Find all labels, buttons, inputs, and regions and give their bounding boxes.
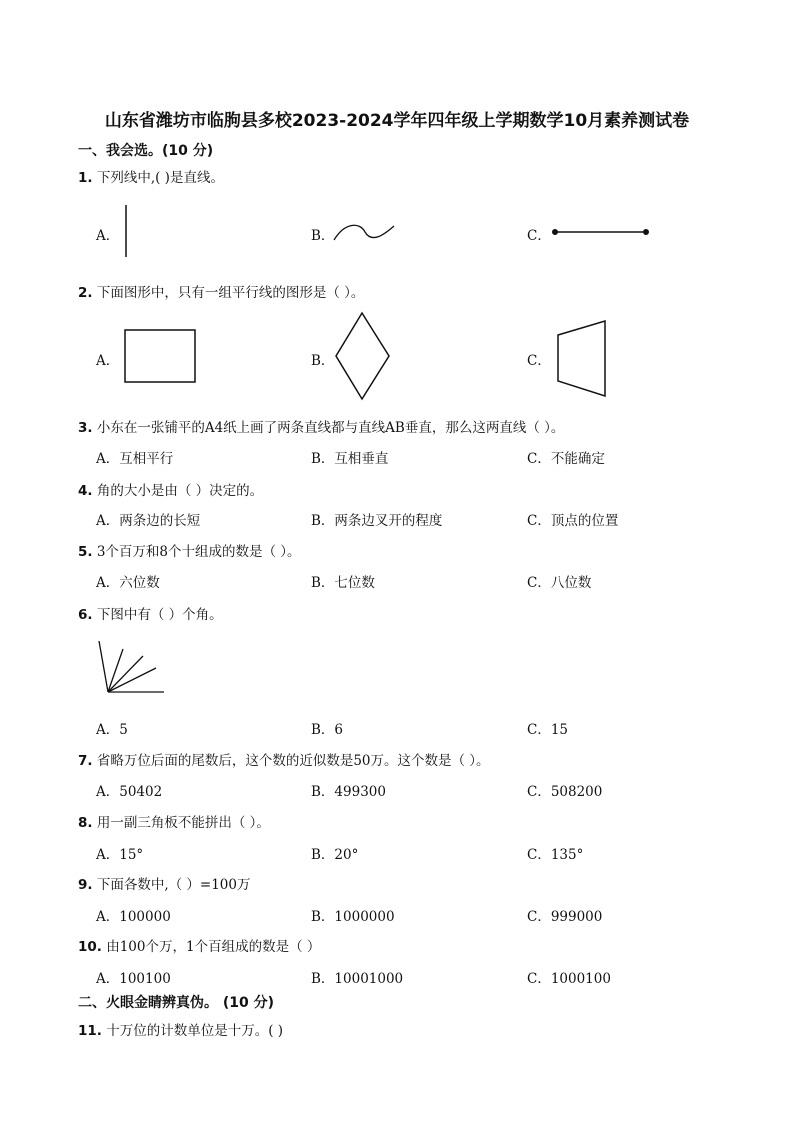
q2-option-c[interactable]: C．	[527, 353, 551, 369]
q2-option-a[interactable]: A．	[96, 353, 120, 369]
question-number: 4.	[78, 483, 93, 499]
q1-option-b[interactable]: B．	[311, 228, 335, 244]
question-number: 9.	[78, 877, 93, 893]
question-10	[78, 935, 320, 955]
q8-option-b[interactable]: B．20°	[311, 847, 359, 863]
q1-option-a[interactable]: A．	[96, 228, 120, 244]
question-number: 6.	[78, 607, 93, 623]
question-text: 小东在一张铺平的A4纸上画了两条直线都与直线AB垂直，那么这两直线（ ）。	[96, 420, 565, 436]
q2-option-b[interactable]: B．	[311, 353, 335, 369]
q5-option-a[interactable]: A．六位数	[96, 575, 160, 591]
question-number: 8.	[78, 815, 93, 831]
q8-option-c[interactable]: C．135°	[527, 847, 584, 863]
question-number: 3.	[78, 420, 93, 436]
question-number: 2.	[78, 285, 93, 301]
q1-option-c[interactable]: C．	[527, 228, 551, 244]
question-number: 5.	[78, 544, 93, 560]
q7-option-b[interactable]: B．499300	[311, 784, 386, 800]
question-text: 下面图形中，只有一组平行线的图形是（ ）。	[96, 285, 365, 301]
question-text: 由100个万，1个百组成的数是（ ）	[106, 939, 321, 955]
q10-option-c[interactable]: C．1000100	[527, 971, 611, 987]
ray-3	[108, 656, 143, 692]
q6-option-c[interactable]: C．15	[527, 722, 569, 738]
question-number: 10.	[78, 939, 102, 955]
q5-option-c[interactable]: C．八位数	[527, 575, 592, 591]
q9-option-b[interactable]: B．1000000	[311, 909, 395, 925]
q8-option-a[interactable]: A．15°	[96, 847, 144, 863]
question-text: 3个百万和8个十组成的数是（ ）。	[96, 544, 301, 560]
q9-option-a[interactable]: A．100000	[96, 909, 171, 925]
q6-option-b[interactable]: B．6	[311, 722, 344, 738]
q6-option-a[interactable]: A．5	[96, 722, 128, 738]
q4-option-a[interactable]: A．两条边的长短	[96, 513, 201, 529]
question-number: 7.	[78, 753, 93, 769]
question-text: 十万位的计数单位是十万。( )	[106, 1023, 284, 1039]
question-9	[78, 873, 251, 893]
q9-option-c[interactable]: C．999000	[527, 909, 603, 925]
question-number: 11.	[78, 1023, 102, 1039]
question-text: 下列线中,( )是直线。	[96, 170, 224, 186]
question-text: 用一副三角板不能拼出（ ）。	[96, 815, 270, 831]
q3-option-b[interactable]: B．互相垂直	[311, 451, 389, 467]
question-text: 下面各数中,（ ）=100万	[96, 877, 251, 893]
ray-1	[99, 641, 108, 692]
q3-option-c[interactable]: C．不能确定	[527, 451, 605, 467]
section-heading-2: 二、火眼金睛辨真伪。 (10 分)	[78, 995, 275, 1011]
q7-option-a[interactable]: A．50402	[96, 784, 163, 800]
q7-option-c[interactable]: C．508200	[527, 784, 603, 800]
page-title: 山东省潍坊市临朐县多校2023-2024学年四年级上学期数学10月素养测试卷	[104, 111, 690, 131]
question-11	[78, 1019, 283, 1039]
question-text: 省略万位后面的尾数后，这个数的近似数是50万。这个数是（ ）。	[96, 753, 490, 769]
question-text: 角的大小是由（ ）决定的。	[96, 483, 264, 499]
question-7	[78, 749, 490, 769]
question-text: 下图中有（ ）个角。	[96, 607, 223, 623]
question-number: 1.	[78, 170, 93, 186]
q10-option-a[interactable]: A．100100	[96, 971, 171, 987]
question-8	[78, 811, 270, 831]
q4-option-c[interactable]: C．顶点的位置	[527, 513, 619, 529]
section-heading-1: 一、我会选。(10 分)	[78, 143, 214, 159]
q3-option-a[interactable]: A．互相平行	[96, 451, 174, 467]
q4-option-b[interactable]: B．两条边叉开的程度	[311, 513, 443, 529]
q5-option-b[interactable]: B．七位数	[311, 575, 375, 591]
q10-option-b[interactable]: B．10001000	[311, 971, 404, 987]
